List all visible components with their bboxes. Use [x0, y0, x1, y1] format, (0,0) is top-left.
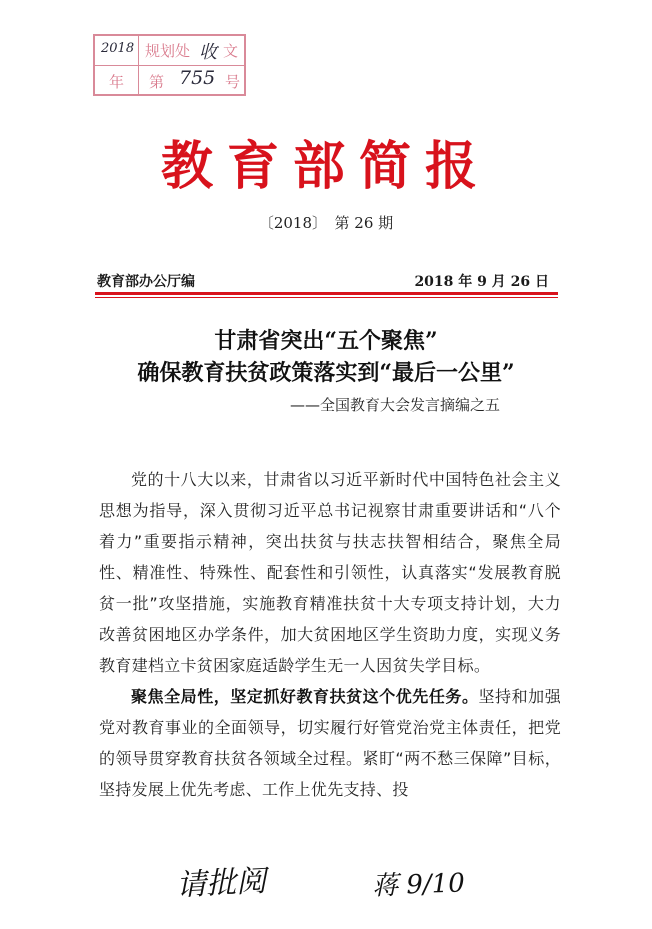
- stamp-number-prefix: 第: [149, 73, 165, 91]
- handwritten-signature: 蒋 9/10: [371, 868, 466, 902]
- issuing-office: 教育部办公厅编: [97, 274, 195, 290]
- stamp-receive-handwritten: 收: [199, 42, 217, 63]
- stamp-year-handwritten: 2018: [101, 41, 135, 56]
- stamp-dept-label: 规划处: [145, 42, 191, 60]
- receipt-stamp: [93, 34, 246, 96]
- section-1-lead: 聚焦全局性，坚定抓好教育扶贫这个优先任务。: [131, 687, 479, 706]
- article-title-line2: 确保教育扶贫政策落实到“最后一公里”: [137, 360, 515, 386]
- stamp-number-suffix: 号: [225, 73, 241, 91]
- article-body: [99, 464, 561, 805]
- stamp-year-label: 年: [109, 73, 125, 91]
- paragraph-section-1: [99, 681, 561, 805]
- stamp-receive-label: 文: [223, 42, 239, 60]
- article-subtitle: ——全国教育大会发言摘编之五: [290, 396, 501, 414]
- article-title-line1: 甘肃省突出“五个聚焦”: [214, 328, 438, 354]
- paragraph-intro: 党的十八大以来，甘肃省以习近平新时代中国特色社会主义思想为指导，深入贯彻习近平总书记视察甘肃重要讲话和“八个着力”重要指示精神，突出扶贫与扶志扶智相结合，聚焦全局性、精准性、特殊性、配套性和引领性，认真落实“发展教育脱贫一批”攻坚措施，实施教育精准扶贫十大专项支持计划，大力改善贫困地区办学条件，加大贫困地区学生资助力度，实现义务教育建档立卡贫困家庭适龄学生无一人因贫失学目标。: [99, 470, 561, 675]
- masthead-title: 教育部简报: [160, 136, 491, 197]
- handwritten-instruction: 请批阅: [175, 863, 268, 904]
- red-divider-thick: [95, 292, 558, 295]
- issue-number: 〔2018〕 第 26 期: [258, 214, 394, 232]
- red-divider-thin: [95, 297, 558, 298]
- stamp-number-handwritten: 755: [179, 67, 216, 89]
- section-1-text: 坚持和加强党对教育事业的全面领导，切实履行好管党治党主体责任，把党的领导贯穿教育扶贫各领域全过程。紧盯“两不愁三保障”目标，坚持发展上优先考虑、工作上优先支持、投: [99, 687, 561, 799]
- issue-date: 2018 年 9 月 26 日: [414, 274, 549, 290]
- stamp-horizontal-divider: [95, 65, 244, 66]
